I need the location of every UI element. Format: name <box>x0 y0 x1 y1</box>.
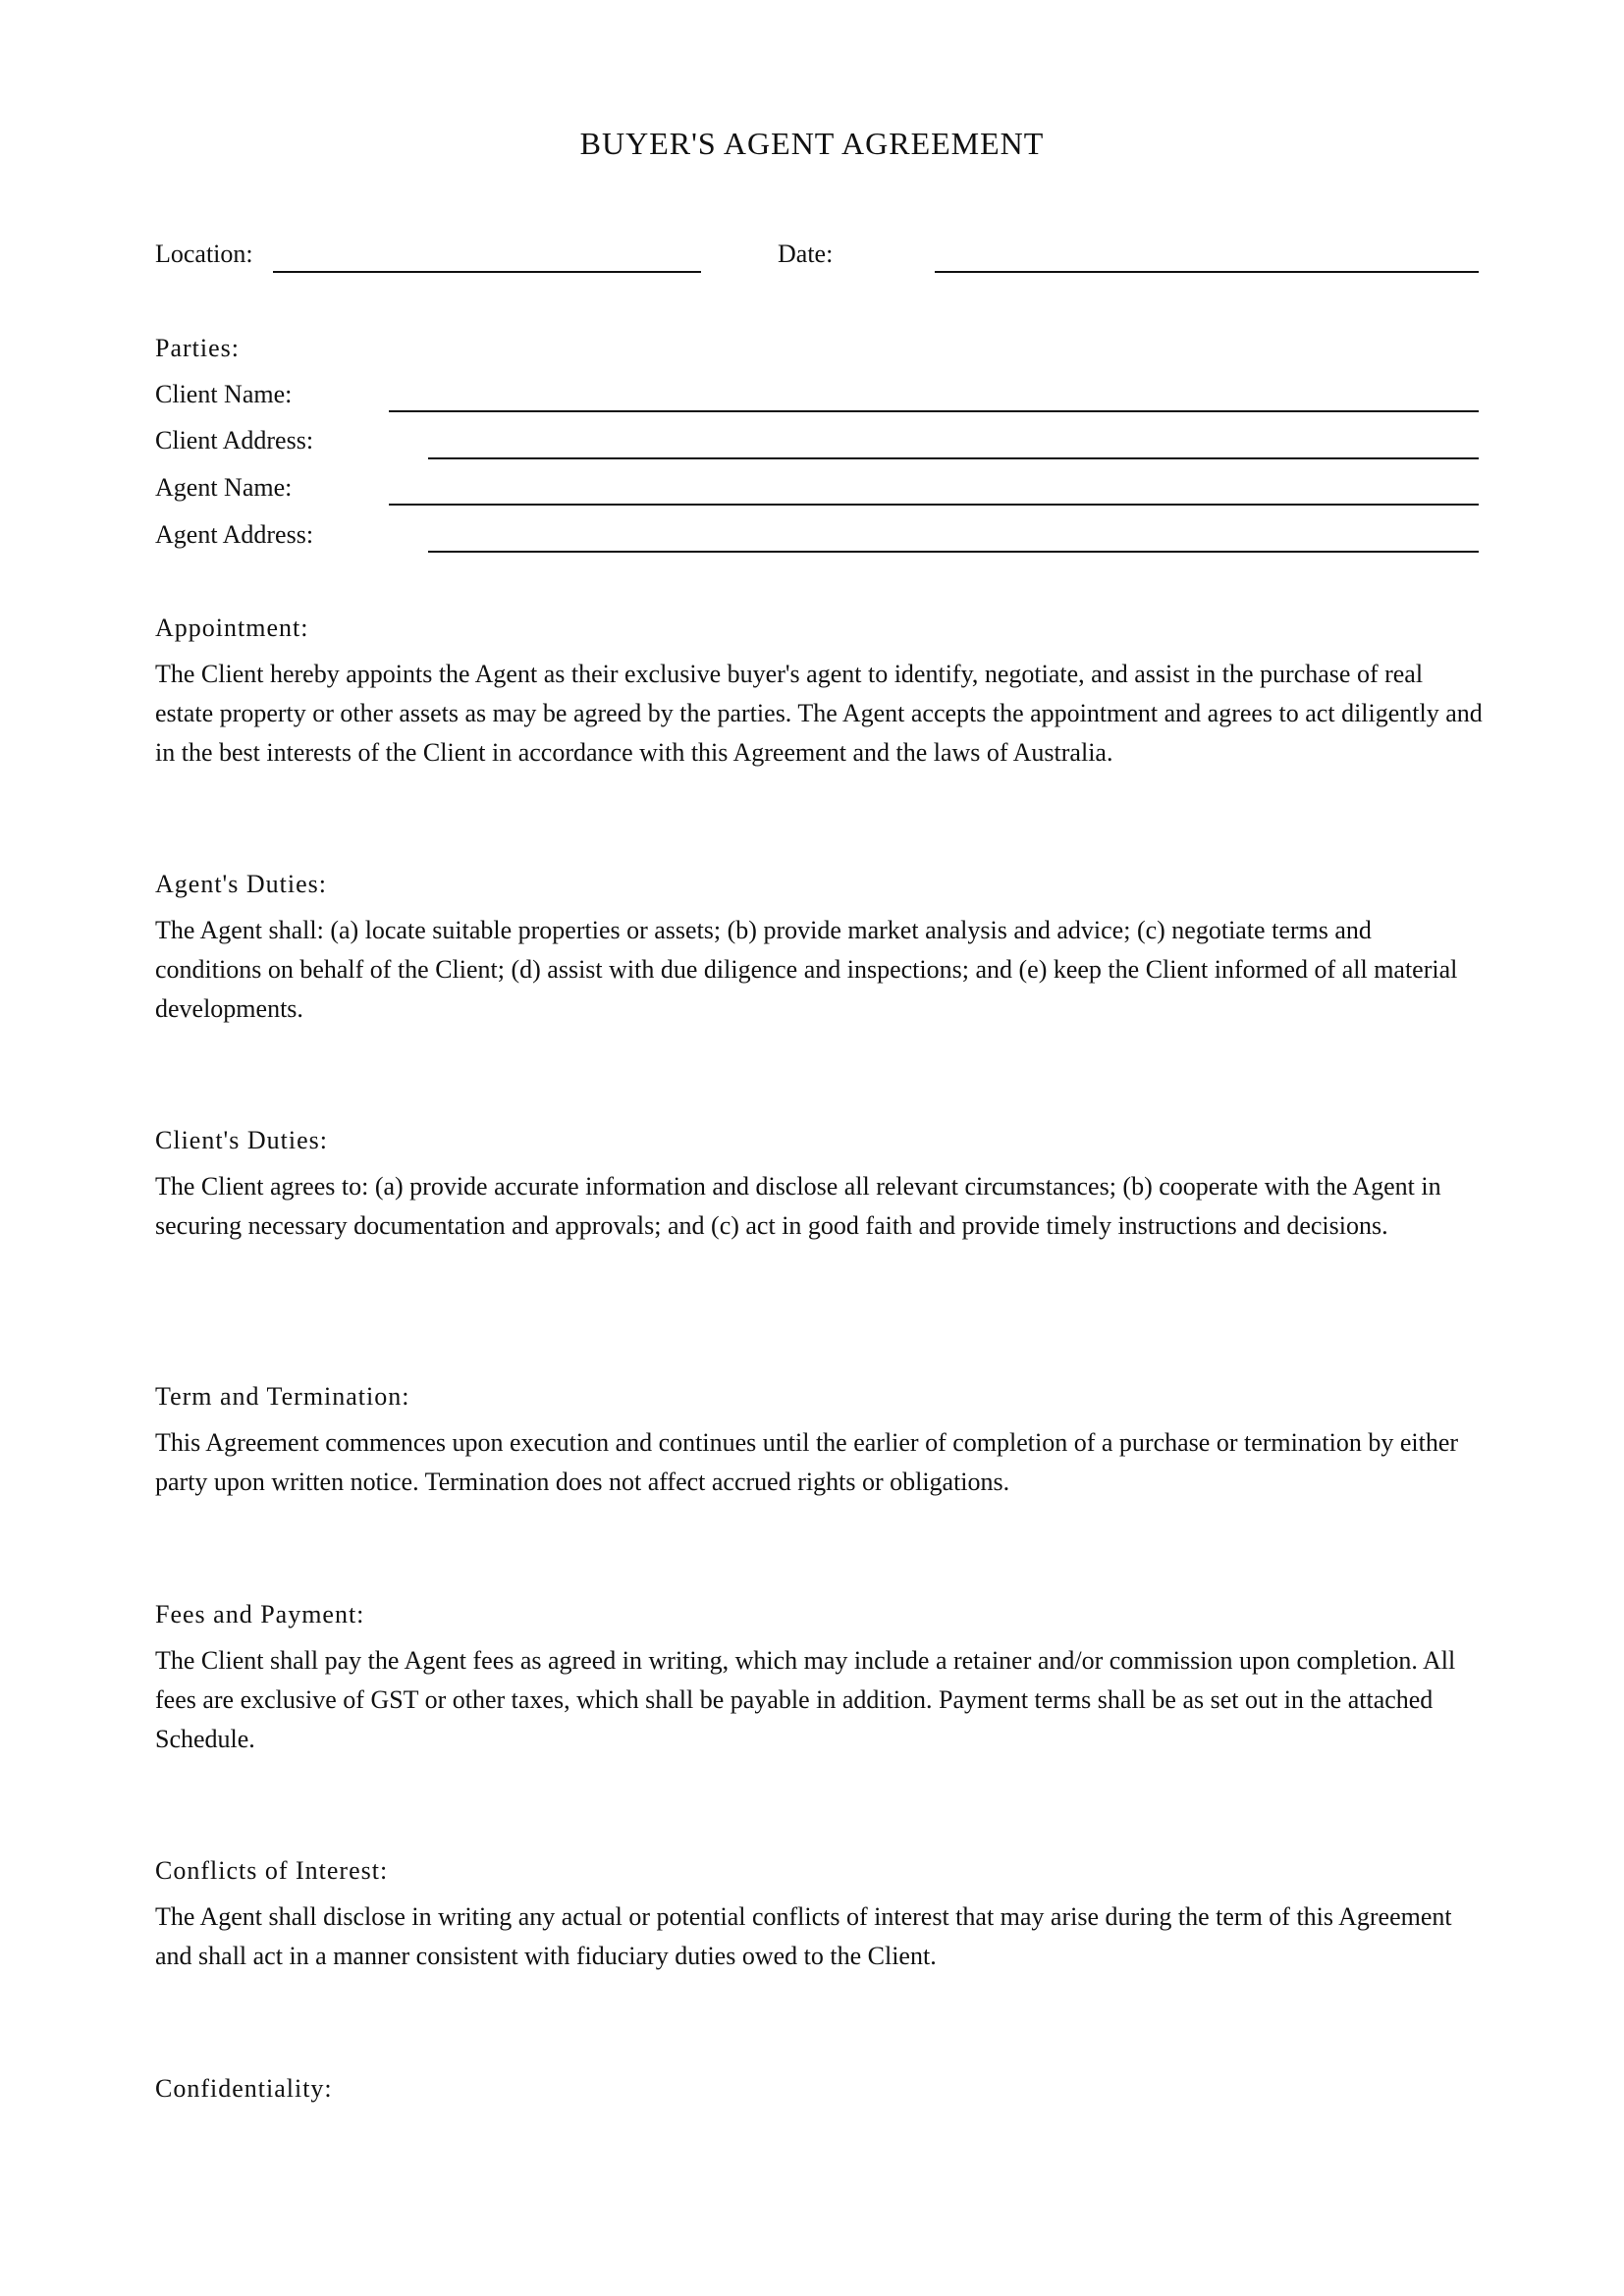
section-body-conflicts: The Agent shall disclose in writing any actual or potential conflicts of interest that may arise during the term of this Agreement and shall act in a manner consistent with fiduciary duties owed to the Client. <box>155 1902 1452 1970</box>
client-name-label: Client Name: <box>155 380 293 408</box>
section-heading-confidentiality: Confidentiality: <box>155 2074 333 2103</box>
section-heading-term-termination: Term and Termination: <box>155 1382 410 1411</box>
section-body-term-termination: This Agreement commences upon execution and continues until the earlier of completion of a purchase or termination by either party upon written notice. Termination does not affect accrued rights or obligations. <box>155 1428 1459 1496</box>
section-body-clients-duties: The Client agrees to: (a) provide accurate information and disclose all relevant circumstances; (b) cooperate with the Agent in securing necessary documentation and approvals; and (c) act in good faith and provide timely instructions and decisions. <box>155 1172 1441 1240</box>
section-heading-clients-duties: Client's Duties: <box>155 1126 328 1154</box>
agent-name-label: Agent Name: <box>155 473 293 502</box>
section-body-agents-duties: The Agent shall: (a) locate suitable properties or assets; (b) provide market analysis and advice; (c) negotiate terms and conditions on behalf of the Client; (d) assist with due diligence and inspections; and (e) keep the Client informed of all material developments. <box>155 916 1458 1023</box>
document-title: BUYER'S AGENT AGREEMENT <box>579 126 1045 161</box>
date-field[interactable] <box>935 271 1479 273</box>
agent-name-field[interactable] <box>389 504 1479 506</box>
section-heading-appointment: Appointment: <box>155 614 309 642</box>
client-address-field[interactable] <box>428 457 1479 459</box>
location-field[interactable] <box>273 271 701 273</box>
section-heading-fees-payment: Fees and Payment: <box>155 1600 365 1629</box>
parties-heading: Parties: <box>155 334 240 362</box>
date-label: Date: <box>778 240 834 268</box>
section-heading-conflicts: Conflicts of Interest: <box>155 1856 389 1885</box>
client-name-field[interactable] <box>389 410 1479 412</box>
agent-address-label: Agent Address: <box>155 520 314 549</box>
location-label: Location: <box>155 240 253 268</box>
section-heading-agents-duties: Agent's Duties: <box>155 870 327 898</box>
section-body-appointment: The Client hereby appoints the Agent as their exclusive buyer's agent to identify, negotiate, and assist in the purchase of real estate property or other assets as may be agreed by the parties. The Agent accepts the appointment and agrees to act diligently and in the best interests of the Client in accordance with this Agreement and the laws of Australia. <box>155 660 1483 767</box>
section-body-fees-payment: The Client shall pay the Agent fees as agreed in writing, which may include a retainer and/or commission upon completion. All fees are exclusive of GST or other taxes, which shall be payable in addition. Payment terms shall be as set out in the attached Schedule. <box>155 1646 1456 1753</box>
agent-address-field[interactable] <box>428 551 1479 553</box>
client-address-label: Client Address: <box>155 426 314 454</box>
